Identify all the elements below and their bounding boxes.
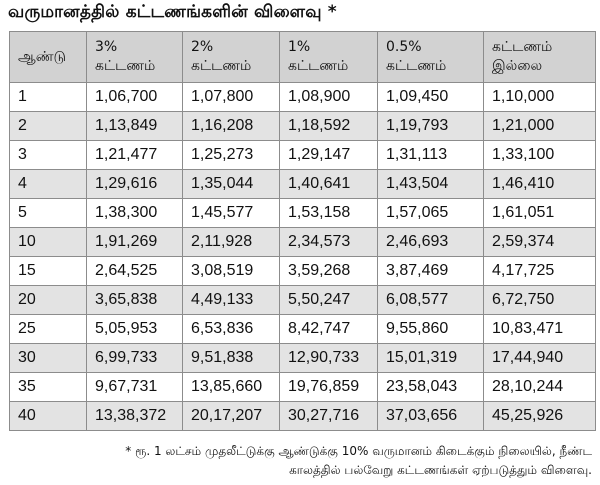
column-header-sublabel: கட்டணம்	[191, 58, 252, 74]
value-cell: 9,55,860	[378, 315, 484, 344]
column-header-fee-3pct	[87, 32, 183, 83]
table-row	[10, 141, 596, 170]
value-cell: 1,09,450	[378, 83, 484, 112]
value-cell: 1,46,410	[484, 170, 596, 199]
table-row	[10, 228, 596, 257]
value-cell: 1,29,616	[87, 170, 183, 199]
value-cell: 1,07,800	[183, 83, 280, 112]
value-cell: 3,65,838	[87, 286, 183, 315]
table-row	[10, 402, 596, 431]
year-cell: 4	[10, 170, 87, 199]
table-row	[10, 83, 596, 112]
value-cell: 17,44,940	[484, 344, 596, 373]
value-cell: 1,40,641	[280, 170, 378, 199]
value-cell: 6,53,836	[183, 315, 280, 344]
value-cell: 1,16,208	[183, 112, 280, 141]
value-cell: 20,17,207	[183, 402, 280, 431]
column-header-no-fee	[484, 32, 596, 83]
table-row	[10, 199, 596, 228]
value-cell: 12,90,733	[280, 344, 378, 373]
value-cell: 2,46,693	[378, 228, 484, 257]
value-cell: 1,43,504	[378, 170, 484, 199]
value-cell: 23,58,043	[378, 373, 484, 402]
value-cell: 1,25,273	[183, 141, 280, 170]
column-header-label: ஆண்டு	[18, 48, 67, 65]
value-cell: 1,06,700	[87, 83, 183, 112]
year-cell: 40	[10, 402, 87, 431]
page-title: வருமானத்தில் கட்டணங்களின் விளைவு *	[8, 2, 337, 22]
value-cell: 37,03,656	[378, 402, 484, 431]
value-cell: 1,31,113	[378, 141, 484, 170]
value-cell: 5,50,247	[280, 286, 378, 315]
value-cell: 8,42,747	[280, 315, 378, 344]
value-cell: 6,72,750	[484, 286, 596, 315]
value-cell: 3,87,469	[378, 257, 484, 286]
value-cell: 28,10,244	[484, 373, 596, 402]
value-cell: 1,21,000	[484, 112, 596, 141]
value-cell: 1,57,065	[378, 199, 484, 228]
column-header-label: 1%	[288, 39, 311, 55]
table-row	[10, 170, 596, 199]
value-cell: 9,51,838	[183, 344, 280, 373]
value-cell: 15,01,319	[378, 344, 484, 373]
value-cell: 19,76,859	[280, 373, 378, 402]
footnote-line: காலத்தில் பல்வேறு கட்டணங்கள் ஏற்படுத்தும் விளைவு.	[289, 463, 592, 477]
value-cell: 1,21,477	[87, 141, 183, 170]
value-cell: 1,13,849	[87, 112, 183, 141]
value-cell: 45,25,926	[484, 402, 596, 431]
footnote	[125, 442, 592, 480]
column-header-sublabel: கட்டணம்	[288, 58, 349, 74]
value-cell: 1,10,000	[484, 83, 596, 112]
returns-table	[9, 31, 596, 431]
footnote-line: * ரூ. 1 லட்சம் முதலீட்டுக்கு ஆண்டுக்கு 10% வருமானம் கிடைக்கும் நிலையில், நீண்ட	[125, 444, 592, 458]
value-cell: 1,08,900	[280, 83, 378, 112]
table-body	[10, 83, 596, 431]
year-cell: 3	[10, 141, 87, 170]
value-cell: 1,35,044	[183, 170, 280, 199]
value-cell: 1,91,269	[87, 228, 183, 257]
value-cell: 1,29,147	[280, 141, 378, 170]
column-header-label: 0.5%	[386, 39, 422, 55]
table-header-row	[10, 32, 596, 83]
year-cell: 20	[10, 286, 87, 315]
value-cell: 1,45,577	[183, 199, 280, 228]
value-cell: 6,99,733	[87, 344, 183, 373]
table-row	[10, 286, 596, 315]
value-cell: 5,05,953	[87, 315, 183, 344]
value-cell: 9,67,731	[87, 373, 183, 402]
year-cell: 25	[10, 315, 87, 344]
year-cell: 5	[10, 199, 87, 228]
table-row	[10, 112, 596, 141]
year-cell: 2	[10, 112, 87, 141]
value-cell: 13,85,660	[183, 373, 280, 402]
column-header-fee-1pct	[280, 32, 378, 83]
column-header-sublabel: கட்டணம்	[95, 58, 156, 74]
column-header-fee-2pct	[183, 32, 280, 83]
table-row	[10, 373, 596, 402]
column-header-year	[10, 32, 87, 83]
column-header-sublabel: இல்லை	[492, 58, 543, 74]
value-cell: 4,49,133	[183, 286, 280, 315]
column-header-fee-half-pct	[378, 32, 484, 83]
value-cell: 13,38,372	[87, 402, 183, 431]
value-cell: 1,38,300	[87, 199, 183, 228]
value-cell: 2,11,928	[183, 228, 280, 257]
table-row	[10, 315, 596, 344]
table-row	[10, 344, 596, 373]
year-cell: 30	[10, 344, 87, 373]
value-cell: 6,08,577	[378, 286, 484, 315]
year-cell: 1	[10, 83, 87, 112]
value-cell: 2,59,374	[484, 228, 596, 257]
column-header-label: கட்டணம்	[492, 39, 553, 55]
value-cell: 2,34,573	[280, 228, 378, 257]
value-cell: 1,53,158	[280, 199, 378, 228]
value-cell: 1,61,051	[484, 199, 596, 228]
value-cell: 30,27,716	[280, 402, 378, 431]
value-cell: 3,59,268	[280, 257, 378, 286]
value-cell: 3,08,519	[183, 257, 280, 286]
value-cell: 2,64,525	[87, 257, 183, 286]
value-cell: 4,17,725	[484, 257, 596, 286]
year-cell: 10	[10, 228, 87, 257]
year-cell: 15	[10, 257, 87, 286]
year-cell: 35	[10, 373, 87, 402]
column-header-label: 2%	[191, 39, 214, 55]
value-cell: 1,19,793	[378, 112, 484, 141]
value-cell: 1,18,592	[280, 112, 378, 141]
column-header-sublabel: கட்டணம்	[386, 58, 447, 74]
value-cell: 10,83,471	[484, 315, 596, 344]
value-cell: 1,33,100	[484, 141, 596, 170]
column-header-label: 3%	[95, 39, 118, 55]
table-row	[10, 257, 596, 286]
